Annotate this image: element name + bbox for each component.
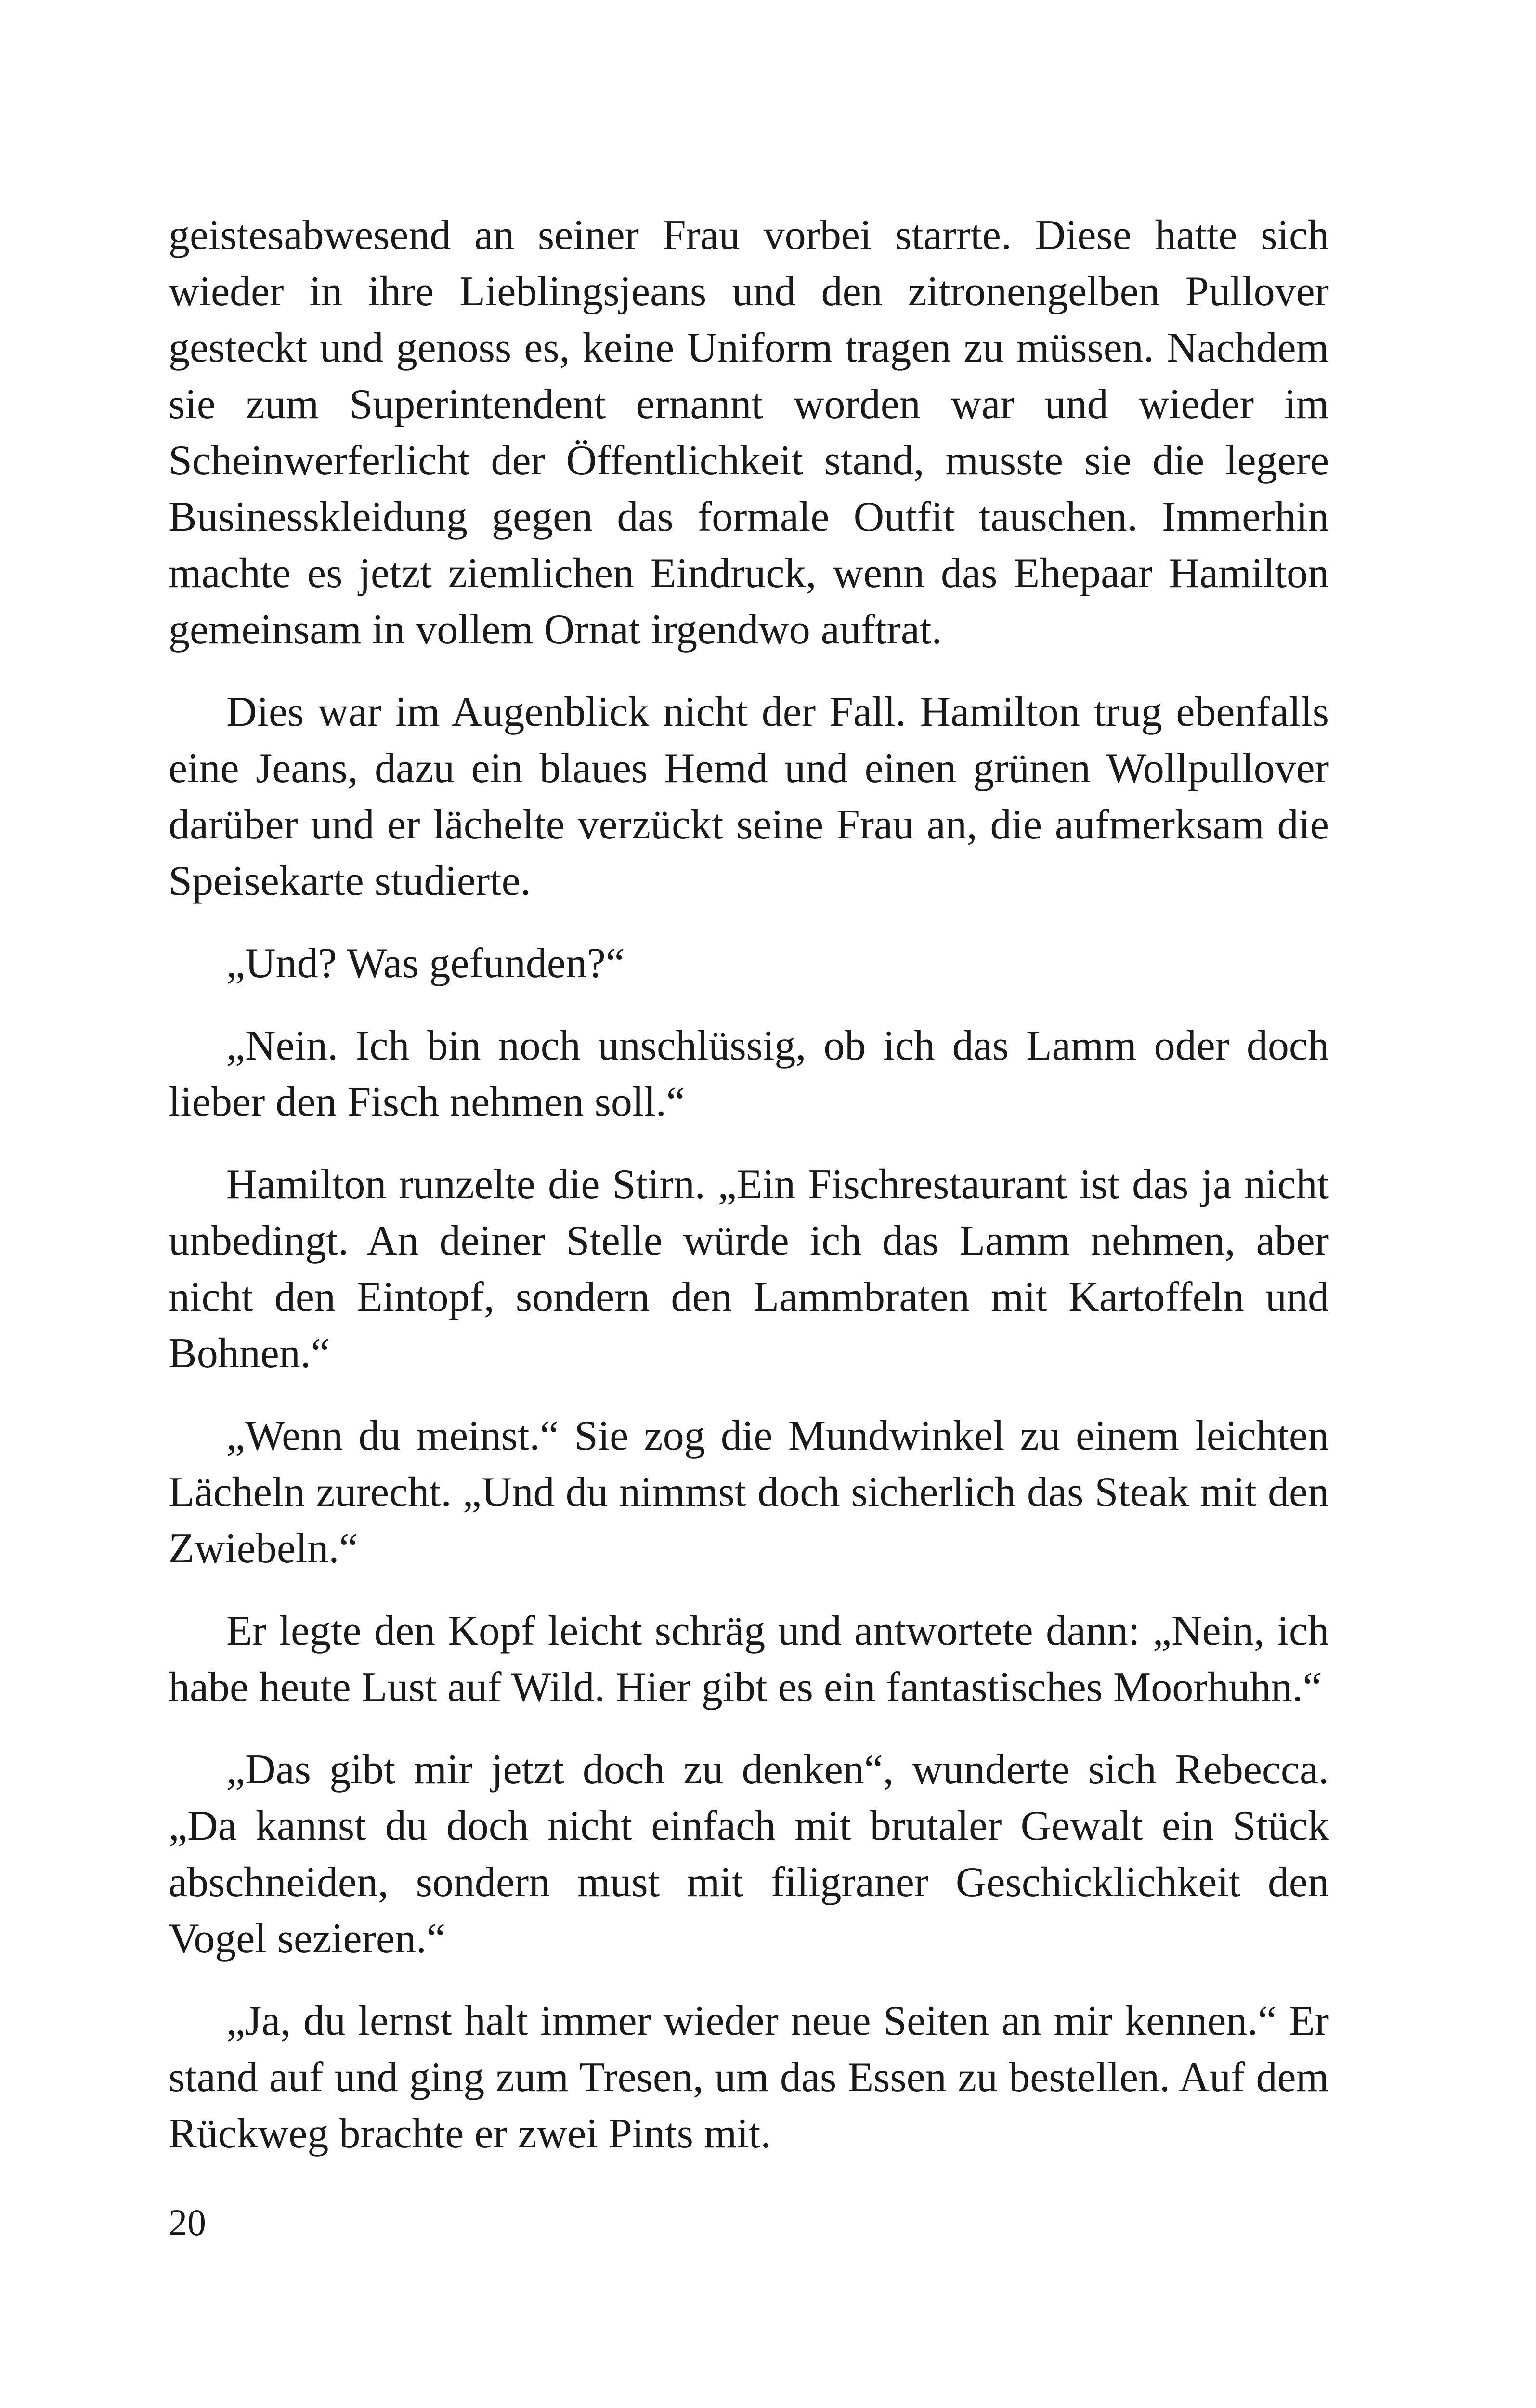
body-text [169, 207, 1329, 2188]
paragraph: geistesabwesend an seiner Frau vorbei starrte. Diese hatte sich wieder in ihre Lieblingsjeans und den zitronengelben Pullover gesteckt und genoss es, keine Uniform tragen zu müssen. Nachdem sie zum Superintendent ernannt worden war und wieder im Scheinwerferlicht der Öffentlichkeit stand, musste sie die legere Businesskleidung gegen das formale Outfit tauschen. Immerhin machte es jetzt ziemlichen Eindruck, wenn das Ehepaar Hamilton gemeinsam in vollem Ornat irgendwo auftrat. [169, 212, 1329, 653]
paragraph: „Und? Was gefunden?“ [226, 940, 625, 987]
page-number: 20 [169, 2201, 206, 2243]
paragraph: „Das gibt mir jetzt doch zu denken“, wunderte sich Rebecca. „Da kannst du doch nicht einfach mit brutaler Gewalt ein Stück abschneiden, sondern must mit filigraner Geschicklichkeit den Vogel sezieren.“ [169, 1746, 1329, 1962]
paragraph: „Ja, du lernst halt immer wieder neue Seiten an mir kennen.“ Er stand auf und ging zum Tresen, um das Essen zu bestellen. Auf dem Rückweg brachte er zwei Pints mit. [169, 1998, 1329, 2157]
paragraph: Dies war im Augenblick nicht der Fall. Hamilton trug ebenfalls eine Jeans, dazu ein blaues Hemd und einen grünen Wollpullover darüber und er lächelte verzückt seine Frau an, die aufmerksam die Speisekarte studierte. [169, 689, 1329, 904]
paragraph: „Nein. Ich bin noch unschlüssig, ob ich das Lamm oder doch lieber den Fisch nehmen soll.“ [169, 1022, 1329, 1125]
paragraph: Er legte den Kopf leicht schräg und antwortete dann: „Nein, ich habe heute Lust auf Wild. Hier gibt es ein fantastisches Moorhuhn.“ [169, 1608, 1329, 1711]
paragraph: Hamilton runzelte die Stirn. „Ein Fischrestaurant ist das ja nicht unbedingt. An deiner Stelle würde ich das Lamm nehmen, aber nicht den Eintopf, sondern den Lammbraten mit Kartoffeln und Bohnen.“ [169, 1161, 1329, 1377]
paragraph: „Wenn du meinst.“ Sie zog die Mundwinkel zu einem leichten Lächeln zurecht. „Und du nimmst doch sicherlich das Steak mit den Zwiebeln.“ [169, 1413, 1329, 1572]
